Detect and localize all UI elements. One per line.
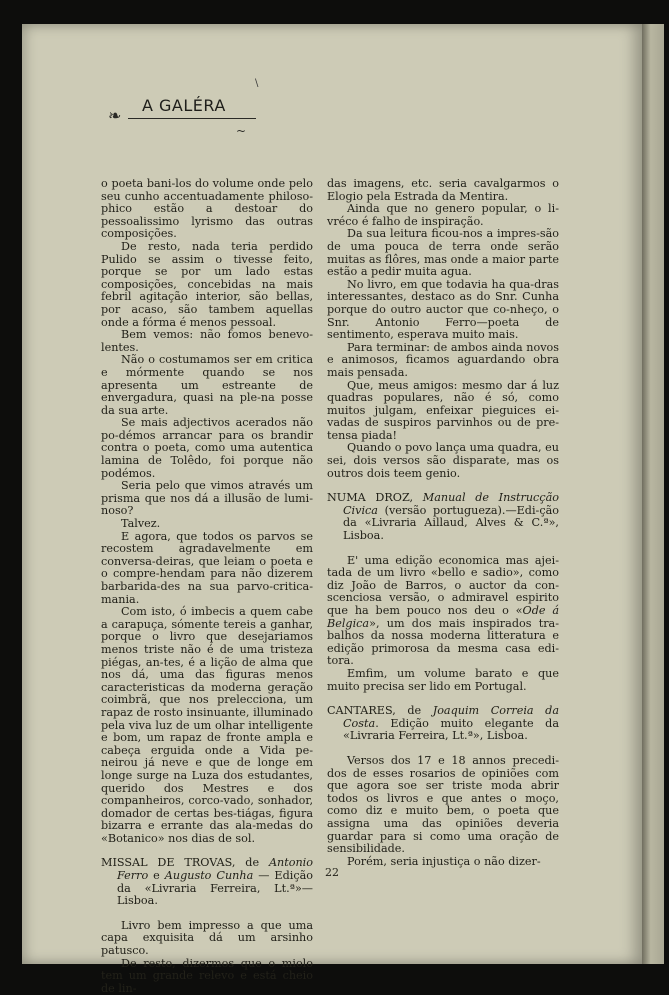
fleuron-left-icon: ❧	[108, 106, 122, 125]
header-rule	[128, 118, 256, 119]
paragraph: Emfim, um volume barato e que muito precisa ser lido em Portugal.	[327, 666, 559, 693]
paragraph: das imagens, etc. seria cavalgarmos o Elogio pela Estrada da Mentira.	[327, 177, 559, 203]
page-number: 22	[325, 866, 339, 879]
fleuron-right-icon: ~	[236, 124, 247, 138]
paragraph: Da sua leitura ficou-nos a impres-são de uma pouca de terra onde serão muitas as flôres, mas onde a maior parte estão a pedir muita agua.	[327, 227, 559, 279]
paragraph: Talvez.	[121, 517, 161, 531]
running-title: A GALÉRA	[142, 96, 226, 115]
paragraph: Livro bem impresso a que uma capa exquisita dá um arsinho patusco.	[101, 918, 313, 958]
paragraph: o poeta bani-los do volume onde pelo seu cunho accentuadamente philoso-phico estão a destoar do pessoalissimo lyrismo das outras composições.	[101, 177, 313, 241]
ink-mark: \	[255, 78, 259, 89]
paragraph: MISSAL DE TROVAS, de Antonio Ferro e Augusto Cunha — Edição da «Livraria Ferreira, Lt.ª»—Lisboa.	[101, 856, 313, 908]
page-header	[108, 96, 278, 146]
paragraph: NUMA DROZ, Manual de Instrucção Civica (versão portugueza).—Edi-ção da «Livraria Aillaud, Alves & C.ª», Lisboa.	[327, 491, 559, 543]
paragraph: Que, meus amigos: mesmo dar á luz quadras populares, não é só, como muitos julgam, enfeixar pieguices ei-vadas de suspiros parvinhos ou de pre-tensa piada!	[327, 378, 559, 442]
paragraph: Se mais adjectivos acerados não po-démos arrancar para os brandir contra o poeta, como uma autentica lamina de Tolêdo, foi porque não podémos.	[101, 416, 313, 480]
paragraph: E agora, que todos os parvos se recostem agradavelmente em conversa-deiras, que leiam o poeta e o compre-hendam para não dizerem barbarida-des na sua parvo-critica-mania.	[101, 529, 313, 606]
paragraph: Seria pelo que vimos através um prisma que nos dá a illusão de lumi-noso?	[101, 479, 313, 518]
next-page-edge	[642, 24, 664, 964]
paragraph: Bem vemos: não fomos benevo-lentes.	[101, 328, 313, 354]
paragraph: Porém, seria injustiça o não dizer-	[347, 854, 541, 868]
paragraph: Não o costumamos ser em critica e mórmente quando se nos apresenta um estreante de envergadura, quasi na ple-na posse da sua arte.	[101, 353, 313, 417]
paragraph: Versos dos 17 e 18 annos precedi-dos de esses rosarios de opiniões com que agora soe ser triste moda abrir todos os livros e que antes o moço, como diz e muito bem, o poeta que assigna uma das opiniões deveria guardar para si como uma oração de sensibilidade.	[327, 753, 559, 856]
paragraph: No livro, em que todavia ha qua-dras interessantes, destaco as do Snr. Cunha porque do outro auctor que co-nheço, o Snr. Antonio Ferro—poeta de sentimento, esperava muito mais.	[327, 277, 559, 342]
paragraph: Quando o povo lança uma quadra, eu sei, dois versos são disparate, mas os outros dois teem genio.	[327, 441, 559, 480]
right-column	[327, 178, 559, 868]
paragraph: Ainda que no genero popular, o li-vréco é falho de inspiração.	[327, 202, 559, 228]
paragraph: De resto, nada teria perdido Pulido se assim o tivesse feito, porque se por um lado estas composições, concebidas na mais febril agitação interior, são bellas, por acaso, são tambem aquellas onde a fórma é menos pessoal.	[101, 239, 313, 329]
paragraph: Com isto, ó imbecis a quem cabe a carapuça, sómente tereis a ganhar, porque o livro que desejariamos menos triste não é de uma tristeza piégas, an-tes, é a lição de alma que nos dá, uma das figuras menos caracteristicas da moderna geração coimbrã, que nos prelecciona, um rapaz de rosto insinuante, illuminado pela viva luz de um olhar intelligente e bom, um rapaz de fronte ampla e cabeça erguida onde a Vida pe-neirou já neve e que de longe em longe surge na Luza dos estudantes, querido dos Mestres e dos companheiros, corco-vado, sonhador, domador de certas bes-tiágas, figura bizarra e errante das ala-medas do «Botanico» nos dias de sol.	[101, 605, 313, 845]
paragraph: Para terminar: de ambos ainda novos e animosos, ficamos aguardando obra mais pensada.	[327, 340, 559, 379]
paragraph: CANTARES, de Joaquim Correia da Costa. Edição muito elegante da «Livraria Ferreira, Lt.ª», Lisboa.	[327, 704, 559, 743]
paragraph: E' uma edição economica mas ajei-tada de um livro «bello e sadio», como diz João de Barros, o auctor da con-scenciosa versão, o admiravel espirito que ha bem pouco nos deu o «Ode á Belgica», um dos mais inspirados tra-balhos da nossa moderna litteratura e edição primorosa da mesma casa edi-tora.	[327, 553, 560, 668]
paragraph: De resto, dizermos que o miolo tem um grande relevo e está cheio de lin-	[101, 956, 313, 995]
book-page	[22, 24, 642, 995]
left-column	[101, 178, 313, 995]
